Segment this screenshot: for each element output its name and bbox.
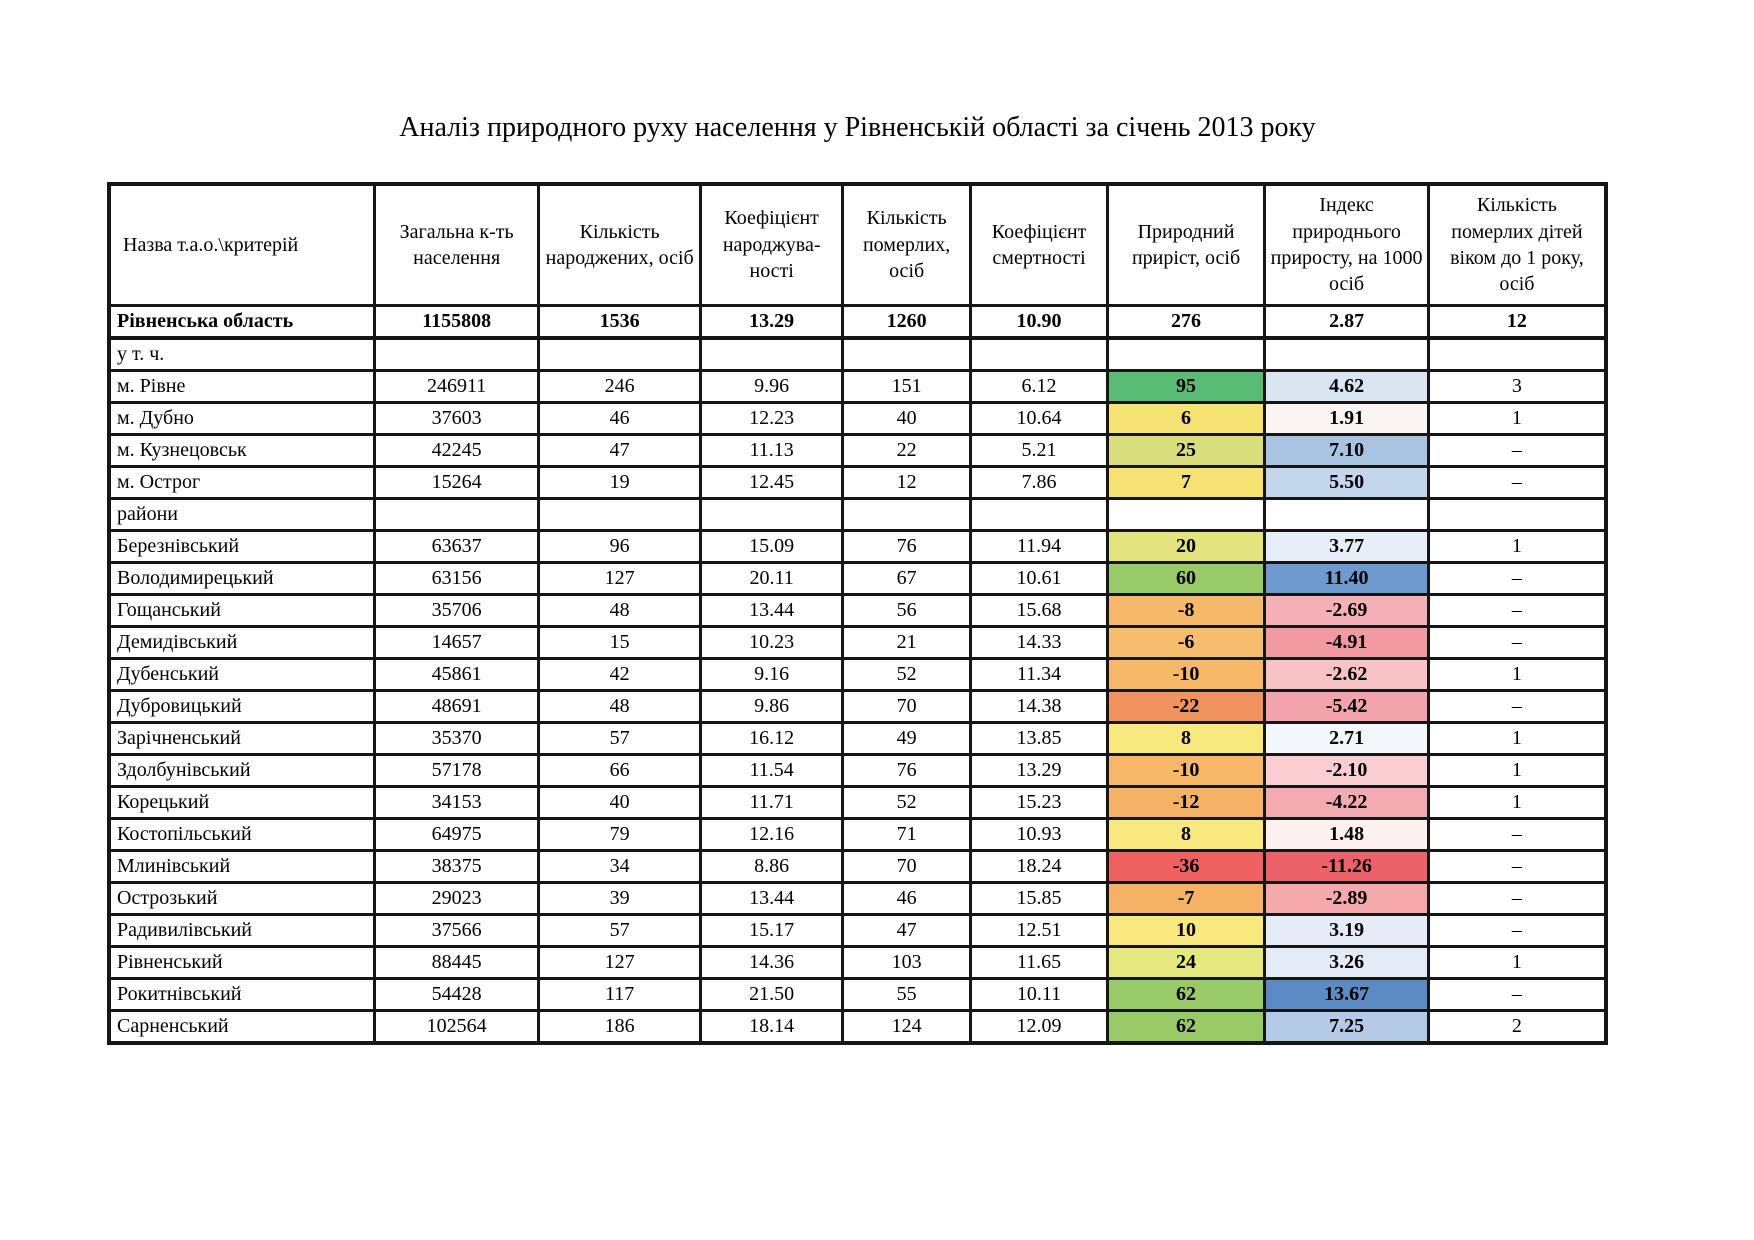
death-rate-cell: 10.11	[971, 978, 1107, 1010]
natural-increase-cell: 62	[1107, 1010, 1265, 1043]
deaths-cell: 1260	[842, 305, 970, 338]
birth-rate-cell: 8.86	[701, 850, 842, 882]
natural-increase-cell: -6	[1107, 626, 1265, 658]
table-body	[109, 305, 1606, 1043]
region-name-cell: Корецький	[109, 786, 375, 818]
increase-index-cell: 5.50	[1265, 466, 1429, 498]
infant-deaths-cell: 1	[1428, 946, 1606, 978]
population-cell: 15264	[375, 466, 539, 498]
natural-increase-cell: 8	[1107, 818, 1265, 850]
birth-rate-cell: 11.54	[701, 754, 842, 786]
table-row	[109, 530, 1606, 562]
births-cell: 48	[538, 594, 701, 626]
table-row	[109, 466, 1606, 498]
death-rate-cell: 18.24	[971, 850, 1107, 882]
region-name-cell: Березнівський	[109, 530, 375, 562]
table-row	[109, 850, 1606, 882]
population-cell: 63156	[375, 562, 539, 594]
increase-index-cell	[1265, 338, 1429, 371]
region-name-cell: м. Острог	[109, 466, 375, 498]
region-name-cell: Рівненський	[109, 946, 375, 978]
increase-index-cell: 3.77	[1265, 530, 1429, 562]
births-cell: 19	[538, 466, 701, 498]
population-cell: 246911	[375, 370, 539, 402]
natural-increase-cell: 60	[1107, 562, 1265, 594]
death-rate-cell: 10.64	[971, 402, 1107, 434]
increase-index-cell: -2.69	[1265, 594, 1429, 626]
column-header-death-rate: Коефіцієнт смертності	[971, 184, 1107, 305]
increase-index-cell: -2.89	[1265, 882, 1429, 914]
natural-increase-cell: 95	[1107, 370, 1265, 402]
region-name-cell: Гощанський	[109, 594, 375, 626]
region-name-cell: Радивилівський	[109, 914, 375, 946]
infant-deaths-cell: –	[1428, 818, 1606, 850]
births-cell: 186	[538, 1010, 701, 1043]
deaths-cell: 12	[842, 466, 970, 498]
birth-rate-cell: 21.50	[701, 978, 842, 1010]
column-header-birth-rate: Коефіцієнт народжува-ності	[701, 184, 842, 305]
natural-increase-cell: 20	[1107, 530, 1265, 562]
table-row	[109, 626, 1606, 658]
region-name-cell: Острозький	[109, 882, 375, 914]
natural-increase-cell: 276	[1107, 305, 1265, 338]
natural-increase-cell: -7	[1107, 882, 1265, 914]
death-rate-cell: 12.51	[971, 914, 1107, 946]
birth-rate-cell: 12.45	[701, 466, 842, 498]
infant-deaths-cell	[1428, 498, 1606, 530]
deaths-cell: 46	[842, 882, 970, 914]
births-cell: 40	[538, 786, 701, 818]
birth-rate-cell: 15.17	[701, 914, 842, 946]
deaths-cell: 151	[842, 370, 970, 402]
births-cell: 66	[538, 754, 701, 786]
infant-deaths-cell: 12	[1428, 305, 1606, 338]
births-cell	[538, 338, 701, 371]
infant-deaths-cell: 1	[1428, 530, 1606, 562]
births-cell: 47	[538, 434, 701, 466]
section-row	[109, 338, 1606, 371]
increase-index-cell: -4.91	[1265, 626, 1429, 658]
births-cell: 57	[538, 722, 701, 754]
natural-increase-cell: -10	[1107, 658, 1265, 690]
infant-deaths-cell: –	[1428, 626, 1606, 658]
deaths-cell: 56	[842, 594, 970, 626]
death-rate-cell	[971, 498, 1107, 530]
birth-rate-cell: 9.16	[701, 658, 842, 690]
population-cell: 37603	[375, 402, 539, 434]
table-row	[109, 946, 1606, 978]
population-cell: 34153	[375, 786, 539, 818]
deaths-cell: 67	[842, 562, 970, 594]
deaths-cell	[842, 498, 970, 530]
table-row	[109, 818, 1606, 850]
table-row	[109, 402, 1606, 434]
natural-increase-cell: -8	[1107, 594, 1265, 626]
column-header-population: Загальна к-ть населення	[375, 184, 539, 305]
deaths-cell: 124	[842, 1010, 970, 1043]
births-cell: 117	[538, 978, 701, 1010]
deaths-cell: 70	[842, 690, 970, 722]
infant-deaths-cell: 1	[1428, 658, 1606, 690]
death-rate-cell: 5.21	[971, 434, 1107, 466]
table-row	[109, 370, 1606, 402]
infant-deaths-cell: –	[1428, 850, 1606, 882]
column-header-births: Кількість народжених, осіб	[538, 184, 701, 305]
region-name-cell: Сарненський	[109, 1010, 375, 1043]
table-row	[109, 562, 1606, 594]
increase-index-cell: -11.26	[1265, 850, 1429, 882]
death-rate-cell: 12.09	[971, 1010, 1107, 1043]
births-cell: 57	[538, 914, 701, 946]
birth-rate-cell: 12.23	[701, 402, 842, 434]
infant-deaths-cell: –	[1428, 978, 1606, 1010]
population-table	[107, 182, 1608, 1045]
natural-increase-cell: 25	[1107, 434, 1265, 466]
table-row	[109, 978, 1606, 1010]
section-row	[109, 498, 1606, 530]
birth-rate-cell: 13.44	[701, 594, 842, 626]
infant-deaths-cell: 1	[1428, 402, 1606, 434]
increase-index-cell: 2.87	[1265, 305, 1429, 338]
death-rate-cell: 11.65	[971, 946, 1107, 978]
increase-index-cell: -2.10	[1265, 754, 1429, 786]
death-rate-cell: 14.38	[971, 690, 1107, 722]
region-name-cell: Млинівський	[109, 850, 375, 882]
deaths-cell: 21	[842, 626, 970, 658]
table-row	[109, 786, 1606, 818]
table-row	[109, 434, 1606, 466]
table-row	[109, 690, 1606, 722]
population-cell: 63637	[375, 530, 539, 562]
death-rate-cell: 7.86	[971, 466, 1107, 498]
increase-index-cell: 1.48	[1265, 818, 1429, 850]
column-header-deaths: Кількість померлих, осіб	[842, 184, 970, 305]
death-rate-cell: 15.23	[971, 786, 1107, 818]
increase-index-cell: -4.22	[1265, 786, 1429, 818]
births-cell: 246	[538, 370, 701, 402]
birth-rate-cell: 10.23	[701, 626, 842, 658]
death-rate-cell: 15.68	[971, 594, 1107, 626]
deaths-cell: 70	[842, 850, 970, 882]
infant-deaths-cell: –	[1428, 882, 1606, 914]
population-cell: 102564	[375, 1010, 539, 1043]
column-header-increase-index: Індекс природнього приросту, на 1000 осіб	[1265, 184, 1429, 305]
region-name-cell: Здолбунівський	[109, 754, 375, 786]
births-cell: 39	[538, 882, 701, 914]
natural-increase-cell: -10	[1107, 754, 1265, 786]
increase-index-cell	[1265, 498, 1429, 530]
infant-deaths-cell: –	[1428, 562, 1606, 594]
infant-deaths-cell: 3	[1428, 370, 1606, 402]
infant-deaths-cell: –	[1428, 690, 1606, 722]
natural-increase-cell: 62	[1107, 978, 1265, 1010]
death-rate-cell: 10.93	[971, 818, 1107, 850]
population-cell: 45861	[375, 658, 539, 690]
increase-index-cell: 2.71	[1265, 722, 1429, 754]
table-row	[109, 722, 1606, 754]
region-name-cell: Демидівський	[109, 626, 375, 658]
births-cell: 1536	[538, 305, 701, 338]
death-rate-cell: 14.33	[971, 626, 1107, 658]
deaths-cell: 52	[842, 786, 970, 818]
birth-rate-cell: 14.36	[701, 946, 842, 978]
death-rate-cell: 15.85	[971, 882, 1107, 914]
natural-increase-cell: 8	[1107, 722, 1265, 754]
birth-rate-cell: 9.86	[701, 690, 842, 722]
natural-increase-cell: 6	[1107, 402, 1265, 434]
natural-increase-cell: 24	[1107, 946, 1265, 978]
births-cell: 48	[538, 690, 701, 722]
table-row	[109, 754, 1606, 786]
birth-rate-cell: 13.44	[701, 882, 842, 914]
increase-index-cell: 7.25	[1265, 1010, 1429, 1043]
table-row	[109, 914, 1606, 946]
natural-increase-cell: -22	[1107, 690, 1265, 722]
increase-index-cell: 1.91	[1265, 402, 1429, 434]
death-rate-cell: 13.29	[971, 754, 1107, 786]
region-name-cell: Дубенський	[109, 658, 375, 690]
deaths-cell: 55	[842, 978, 970, 1010]
region-name-cell: Володимирецький	[109, 562, 375, 594]
deaths-cell: 47	[842, 914, 970, 946]
population-cell	[375, 498, 539, 530]
region-name-cell: м. Рівне	[109, 370, 375, 402]
birth-rate-cell: 15.09	[701, 530, 842, 562]
column-header-natural-increase: Природний приріст, осіб	[1107, 184, 1265, 305]
birth-rate-cell: 20.11	[701, 562, 842, 594]
births-cell: 127	[538, 946, 701, 978]
births-cell: 79	[538, 818, 701, 850]
population-cell: 64975	[375, 818, 539, 850]
deaths-cell: 76	[842, 754, 970, 786]
natural-increase-cell: 10	[1107, 914, 1265, 946]
population-cell: 57178	[375, 754, 539, 786]
birth-rate-cell: 12.16	[701, 818, 842, 850]
birth-rate-cell: 16.12	[701, 722, 842, 754]
increase-index-cell: 11.40	[1265, 562, 1429, 594]
deaths-cell	[842, 338, 970, 371]
death-rate-cell	[971, 338, 1107, 371]
population-cell: 35370	[375, 722, 539, 754]
natural-increase-cell	[1107, 498, 1265, 530]
column-header-region: Назва т.а.о.\критерій	[109, 184, 375, 305]
region-name-cell: Рівненська область	[109, 305, 375, 338]
infant-deaths-cell: –	[1428, 466, 1606, 498]
birth-rate-cell: 11.13	[701, 434, 842, 466]
increase-index-cell: 3.19	[1265, 914, 1429, 946]
region-name-cell: м. Дубно	[109, 402, 375, 434]
region-name-cell: Рокитнівський	[109, 978, 375, 1010]
death-rate-cell: 10.61	[971, 562, 1107, 594]
birth-rate-cell: 13.29	[701, 305, 842, 338]
deaths-cell: 71	[842, 818, 970, 850]
death-rate-cell: 6.12	[971, 370, 1107, 402]
population-cell: 38375	[375, 850, 539, 882]
deaths-cell: 52	[842, 658, 970, 690]
population-cell: 54428	[375, 978, 539, 1010]
table-row	[109, 1010, 1606, 1043]
column-header-infant-deaths: Кількість померлих дітей віком до 1 року, осіб	[1428, 184, 1606, 305]
births-cell: 127	[538, 562, 701, 594]
births-cell: 15	[538, 626, 701, 658]
birth-rate-cell: 11.71	[701, 786, 842, 818]
population-cell: 1155808	[375, 305, 539, 338]
death-rate-cell: 11.94	[971, 530, 1107, 562]
infant-deaths-cell: 1	[1428, 754, 1606, 786]
population-cell: 88445	[375, 946, 539, 978]
deaths-cell: 76	[842, 530, 970, 562]
infant-deaths-cell: –	[1428, 434, 1606, 466]
region-name-cell: у т. ч.	[109, 338, 375, 371]
population-cell	[375, 338, 539, 371]
population-cell: 35706	[375, 594, 539, 626]
region-name-cell: Зарічненський	[109, 722, 375, 754]
death-rate-cell: 11.34	[971, 658, 1107, 690]
increase-index-cell: -2.62	[1265, 658, 1429, 690]
birth-rate-cell: 9.96	[701, 370, 842, 402]
births-cell	[538, 498, 701, 530]
death-rate-cell: 10.90	[971, 305, 1107, 338]
infant-deaths-cell: 2	[1428, 1010, 1606, 1043]
infant-deaths-cell: 1	[1428, 722, 1606, 754]
infant-deaths-cell: –	[1428, 914, 1606, 946]
summary-row	[109, 305, 1606, 338]
population-cell: 14657	[375, 626, 539, 658]
table-header	[109, 184, 1606, 305]
table-row	[109, 882, 1606, 914]
natural-increase-cell	[1107, 338, 1265, 371]
births-cell: 42	[538, 658, 701, 690]
births-cell: 34	[538, 850, 701, 882]
header-row	[109, 184, 1606, 305]
population-cell: 29023	[375, 882, 539, 914]
natural-increase-cell: 7	[1107, 466, 1265, 498]
infant-deaths-cell	[1428, 338, 1606, 371]
infant-deaths-cell: 1	[1428, 786, 1606, 818]
death-rate-cell: 13.85	[971, 722, 1107, 754]
natural-increase-cell: -12	[1107, 786, 1265, 818]
region-name-cell: Костопільський	[109, 818, 375, 850]
region-name-cell: райони	[109, 498, 375, 530]
increase-index-cell: 7.10	[1265, 434, 1429, 466]
deaths-cell: 40	[842, 402, 970, 434]
deaths-cell: 22	[842, 434, 970, 466]
population-cell: 37566	[375, 914, 539, 946]
region-name-cell: Дубровицький	[109, 690, 375, 722]
increase-index-cell: 4.62	[1265, 370, 1429, 402]
birth-rate-cell	[701, 498, 842, 530]
table-row	[109, 594, 1606, 626]
deaths-cell: 103	[842, 946, 970, 978]
deaths-cell: 49	[842, 722, 970, 754]
natural-increase-cell: -36	[1107, 850, 1265, 882]
increase-index-cell: 3.26	[1265, 946, 1429, 978]
birth-rate-cell: 18.14	[701, 1010, 842, 1043]
birth-rate-cell	[701, 338, 842, 371]
page-title: Аналіз природного руху населення у Рівненській області за січень 2013 року	[399, 112, 1316, 143]
population-cell: 42245	[375, 434, 539, 466]
births-cell: 96	[538, 530, 701, 562]
increase-index-cell: 13.67	[1265, 978, 1429, 1010]
increase-index-cell: -5.42	[1265, 690, 1429, 722]
table-row	[109, 658, 1606, 690]
infant-deaths-cell: –	[1428, 594, 1606, 626]
births-cell: 46	[538, 402, 701, 434]
population-cell: 48691	[375, 690, 539, 722]
region-name-cell: м. Кузнецовськ	[109, 434, 375, 466]
